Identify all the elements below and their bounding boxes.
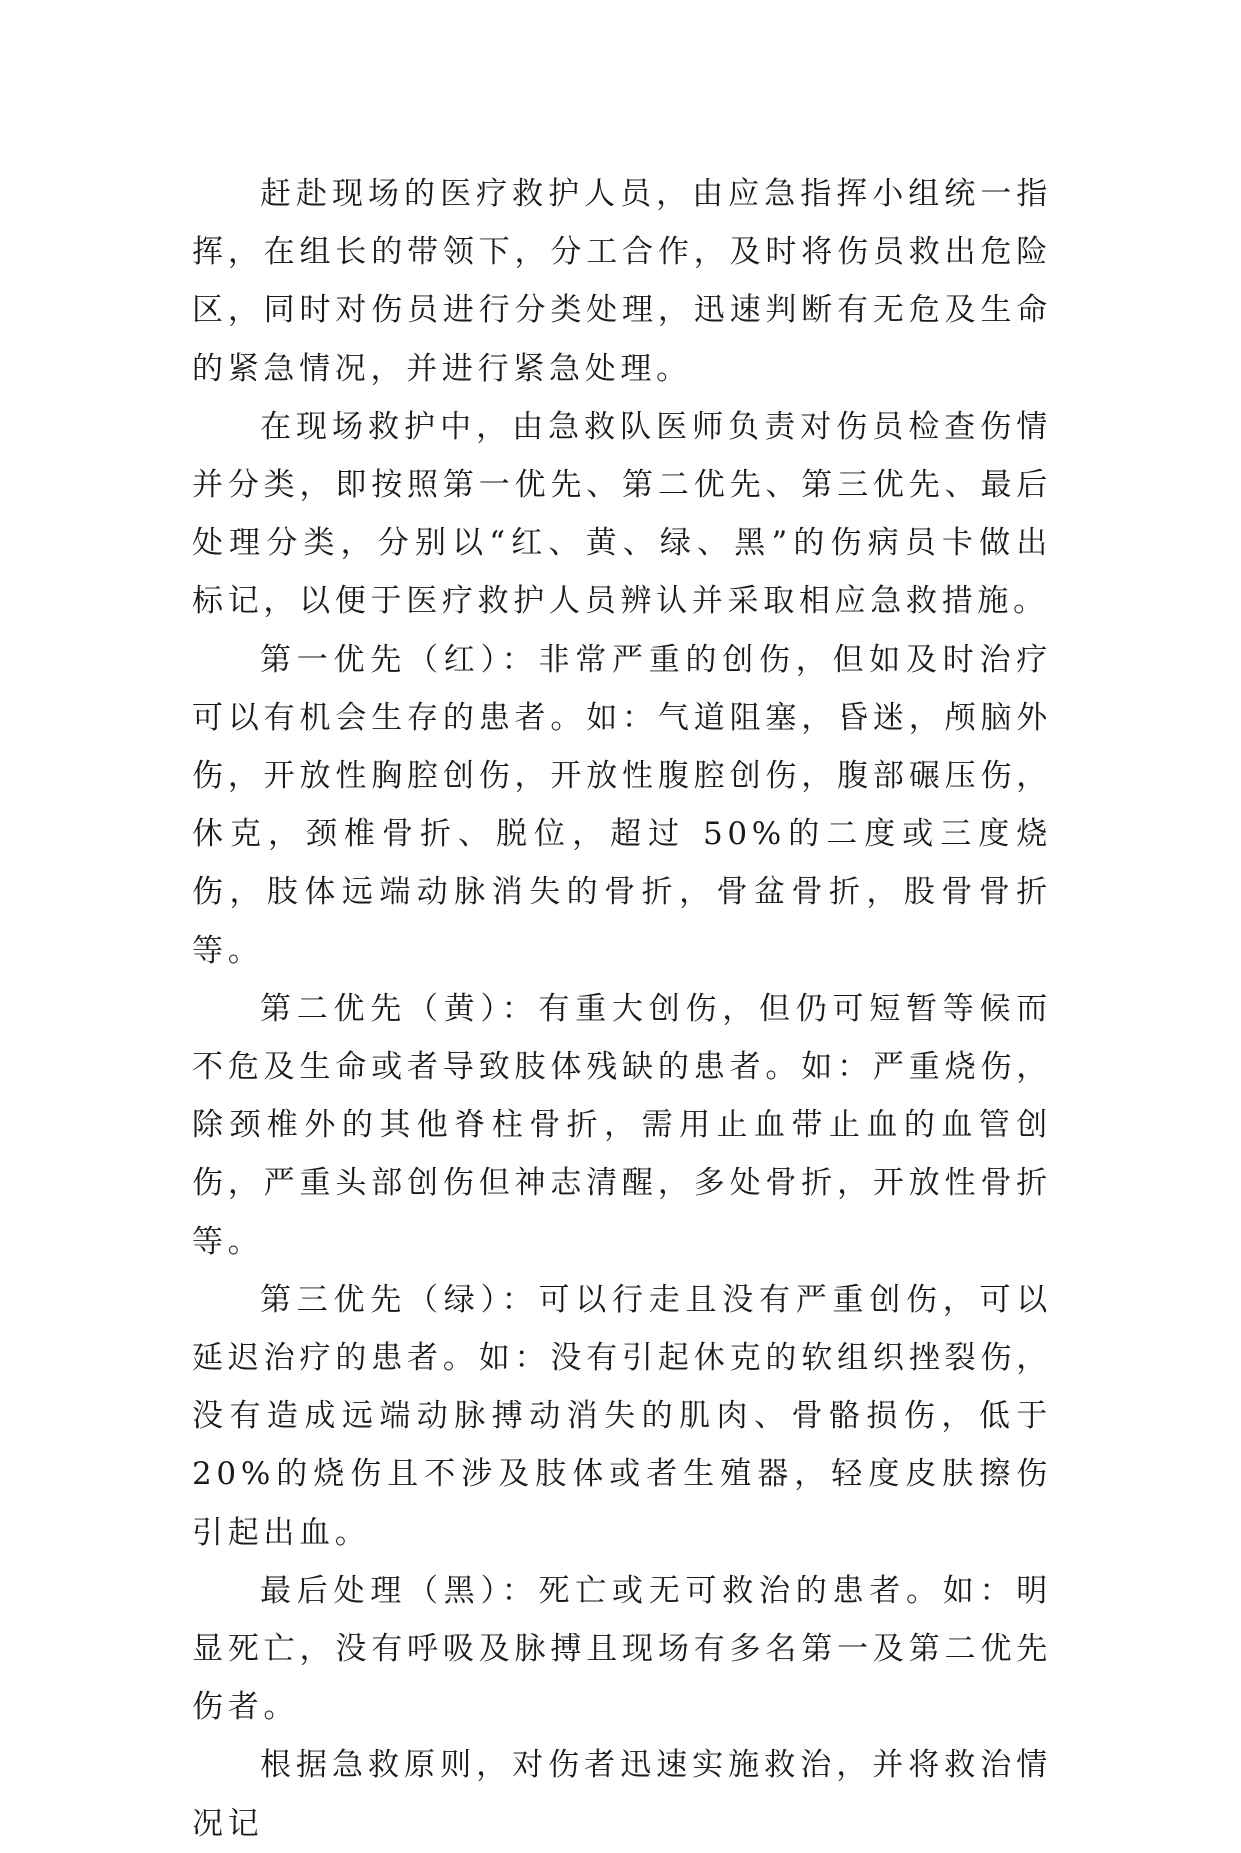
paragraph-triage-classification: 在现场救护中，由急救队医师负责对伤员检查伤情并分类，即按照第一优先、第二优先、第三优先、最后处理分类，分别以“红、黄、绿、黑”的伤病员卡做出标记，以便于医疗救护人员辨认并采取相应急救措施。 — [192, 408, 1052, 620]
paragraph-second-priority-yellow: 第二优先（黄）：有重大创伤，但仍可短暂等候而不危及生命或者导致肢体残缺的患者。如：严重烧伤，除颈椎外的其他脊柱骨折，需用止血带止血的血管创伤，严重头部创伤但神志清醒，多处骨折，开放性骨折等。 — [192, 990, 1052, 1260]
paragraph-last-priority-black: 最后处理（黑）：死亡或无可救治的患者。如：明显死亡，没有呼吸及脉搏且现场有多名第一及第二优先伤者。 — [192, 1572, 1052, 1726]
document-body — [192, 165, 1052, 1853]
paragraph-treatment-principle: 根据急救原则，对伤者迅速实施救治，并将救治情况记 — [192, 1747, 1052, 1842]
paragraph-third-priority-green: 第三优先（绿）：可以行走且没有严重创伤，可以延迟治疗的患者。如：没有引起休克的软组织挫裂伤，没有造成远端动脉搏动消失的肌肉、骨骼损伤，低于 20%的烧伤且不涉及肢体或者生殖器，轻度皮肤擦伤引起出血。 — [192, 1281, 1052, 1551]
paragraph-rescue-personnel: 赶赴现场的医疗救护人员，由应急指挥小组统一指挥，在组长的带领下，分工合作，及时将伤员救出危险区，同时对伤员进行分类处理，迅速判断有无危及生命的紧急情况，并进行紧急处理。 — [192, 176, 1052, 387]
paragraph-first-priority-red: 第一优先（红）：非常严重的创伤，但如及时治疗可以有机会生存的患者。如：气道阻塞，昏迷，颅脑外伤，开放性胸腔创伤，开放性腹腔创伤，腹部碾压伤，休克，颈椎骨折、脱位，超过 50%的二度或三度烧伤，肢体远端动脉消失的骨折，骨盆骨折，股骨骨折等。 — [192, 641, 1052, 969]
